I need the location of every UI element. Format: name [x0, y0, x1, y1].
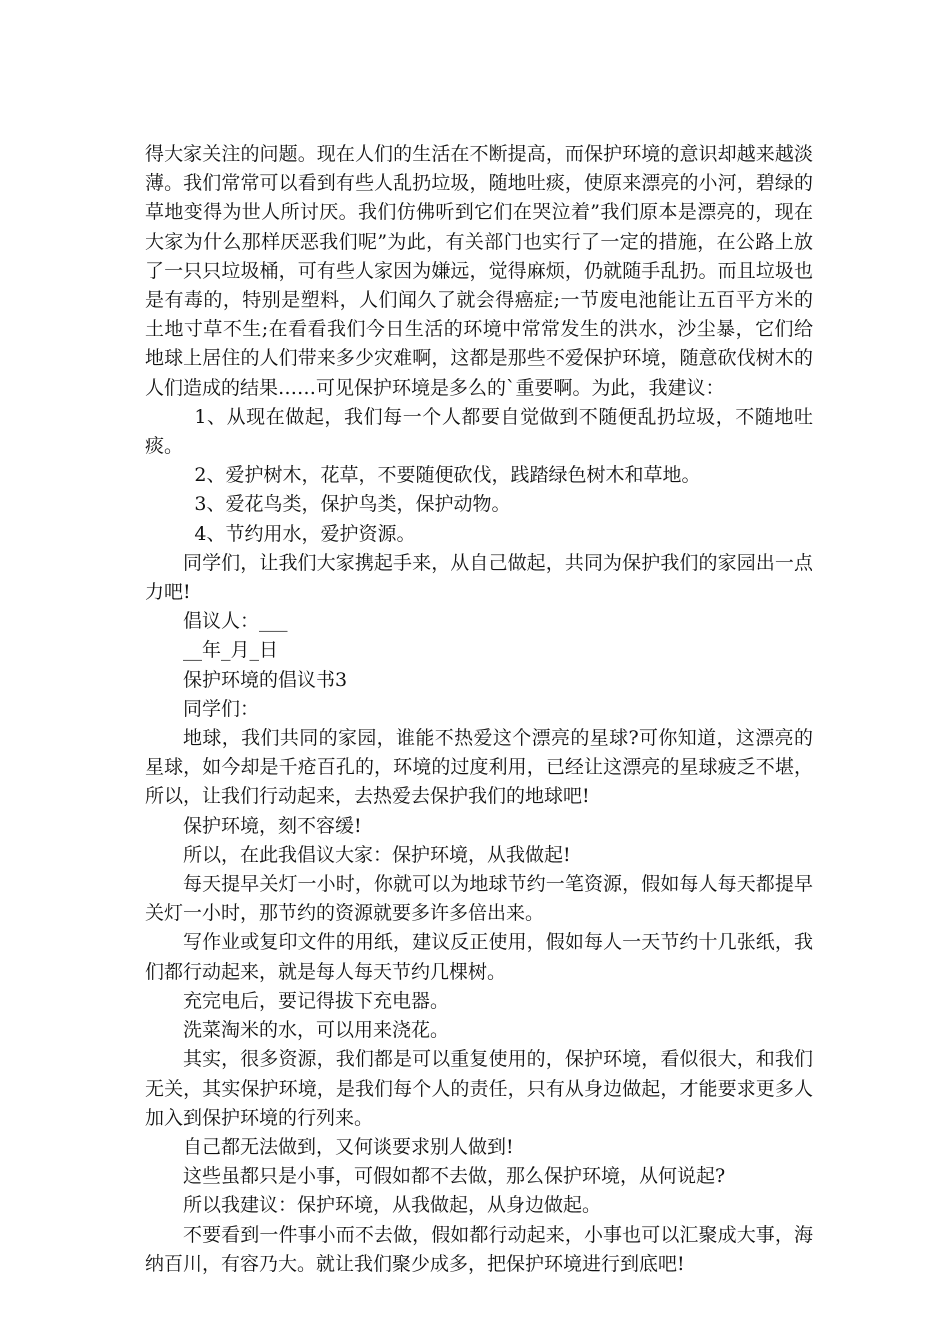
paragraph-proposal: 所以，在此我倡议大家：保护环境，从我做起!	[183, 843, 571, 866]
paragraph-conclusion: 不要看到一件事小而不去做，假如都行动起来，小事也可以汇聚成大事，海纳百川，有容乃大。就让我们聚少成多，把保护环境进行到底吧!	[145, 1223, 813, 1275]
paragraph-suggestion: 所以我建议：保护环境，从我做起，从身边做起。	[183, 1194, 602, 1217]
paragraph-earth: 地球，我们共同的家园，谁能不热爱这个漂亮的星球?可你知道，这漂亮的星球，如今却是千疮百孔的，环境的过度利用，已经让这漂亮的星球疲乏不堪，所以，让我们行动起来，去热爱去保护我们的地球吧!	[145, 727, 813, 808]
paragraph-urgent: 保护环境，刻不容缓!	[183, 814, 362, 837]
section-title: 保护环境的倡议书3	[183, 668, 348, 691]
paragraph-paper: 写作业或复印文件的用纸，建议反正使用，假如每人一天节约十几张纸，我们都行动起来，就是每人每天节约几棵树。	[145, 931, 813, 983]
salutation: 同学们：	[183, 697, 260, 720]
paragraph-reuse: 其实，很多资源，我们都是可以重复使用的，保护环境，看似很大，和我们无关，其实保护环境，是我们每个人的责任，只有从身边做起，才能要求更多人加入到保护环境的行列来。	[145, 1048, 813, 1129]
paragraph-small-things: 这些虽都只是小事，可假如都不去做，那么保护环境，从何说起?	[183, 1165, 726, 1188]
date-line: __年_月_日	[183, 639, 279, 662]
suggestion-1: 1、从现在做起，我们每一个人都要自觉做到不随便乱扔垃圾，不随地吐痰。	[145, 405, 813, 458]
paragraph-lights: 每天提早关灯一小时，你就可以为地球节约一笔资源，假如每人每天都提早关灯一小时，那节约的资源就要多许多倍出来。	[145, 873, 813, 925]
document-body	[145, 140, 813, 1279]
paragraph-self: 自己都无法做到，又何谈要求别人做到!	[183, 1135, 514, 1158]
suggestion-3: 3、爱花鸟类，保护鸟类，保护动物。	[194, 493, 511, 516]
paragraph-water: 洗菜淘米的水，可以用来浇花。	[183, 1019, 450, 1042]
suggestion-4: 4、节约用水，爱护资源。	[194, 522, 416, 545]
signature-line: 倡议人：___	[183, 610, 288, 633]
paragraph-call-to-action: 同学们，让我们大家携起手来，从自己做起，共同为保护我们的家园出一点力吧!	[145, 551, 813, 604]
suggestion-2: 2、爱护树木，花草，不要随便砍伐，践踏绿色树木和草地。	[194, 464, 701, 487]
paragraph-intro: 得大家关注的问题。现在人们的生活在不断提高，而保护环境的意识却越来越淡薄。我们常常可以看到有些人乱扔垃圾，随地吐痰，使原来漂亮的小河，碧绿的草地变得为世人所讨厌。我们仿佛听到它们在哭泣着”我们原本是漂亮的，现在大家为什么那样厌恶我们呢”为此，有关部门也实行了一定的措施，在公路上放了一只只垃圾桶，可有些人家因为嫌远，觉得麻烦，仍就随手乱扔。而且垃圾也是有毒的，特别是塑料，人们闻久了就会得癌症;一节废电池能让五百平方米的土地寸草不生;在看看我们今日生活的环境中常常发生的洪水，沙尘暴，它们给地球上居住的人们带来多少灾难啊，这都是那些不爱保护环境，随意砍伐树木的人们造成的结果……可见保护环境是多么的`重要啊。为此，我建议：	[145, 143, 813, 399]
paragraph-charger: 充完电后，要记得拔下充电器。	[183, 989, 450, 1012]
